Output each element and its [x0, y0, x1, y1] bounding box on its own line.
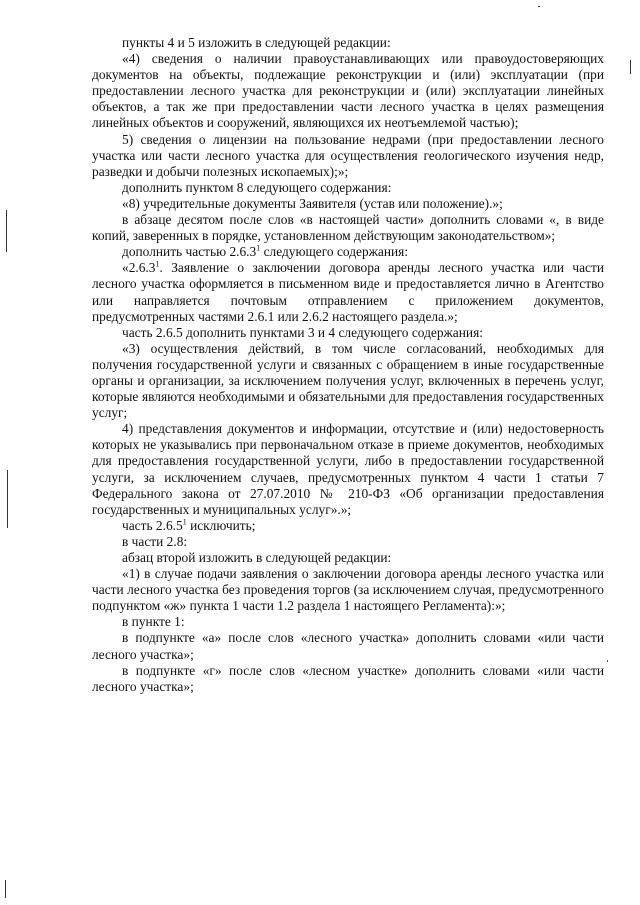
paragraph-text: . Заявление о заключении договора аренды лесного участка или части лесного участка оформляется в письменном виде и предоставляется лично в Агентство или направляется почтовым отправлением с приложением документов, предусмотренных частями 2.6.1 или 2.6.2 настоящего раздела.»; [92, 260, 604, 324]
paragraph-text: следующего содержания: [260, 244, 409, 260]
paragraph: 5) сведения о лицензии на пользование недрами (при предоставлении лесного участка или части лесного участка для осуществления геологического изучения недр, разведки и добычи полезных ископаемых);»; [92, 131, 604, 179]
paragraph: «4) сведения о наличии правоустанавливающих или правоудостоверяющих документов на объекты, подлежащие реконструкции и (или) эксплуатации (при предоставлении лесного участка для реконструкции и (или) эксплуатации линейных объектов, а так же при предоставлении части лесного участка в целях размещения линейных объектов и сооружений, являющихся их неотъемлемой частью); [92, 51, 604, 131]
paragraph-text: часть 2.6.5 [122, 517, 183, 533]
paragraph-text: дополнить частью 2.6.3 [122, 244, 257, 260]
superscript: 1 [256, 243, 261, 253]
document-body [92, 35, 604, 695]
scan-artifact [7, 470, 8, 528]
paragraph: в подпункте «г» после слов «лесном участке» дополнить словами «или части лесного участка»; [92, 662, 604, 694]
paragraph: часть 2.6.5 дополнить пунктами 3 и 4 следующего содержания: [122, 324, 483, 340]
paragraph: «8) учредительные документы Заявителя (устав или положение).»; [122, 195, 503, 211]
paragraph: в абзаце десятом после слов «в настоящей части» дополнить словами «, в виде копий, заверенных в порядке, установленном действующим законодательством»; [92, 212, 604, 244]
paragraph: в подпункте «а» после слов «лесного участка» дополнить словами «или части лесного участка»; [92, 630, 604, 662]
superscript: 1 [155, 259, 160, 269]
paragraph: абзац второй изложить в следующей редакции: [122, 550, 392, 565]
paragraph: в пункте 1: [122, 614, 185, 630]
paragraph: «1) в случае подачи заявления о заключении договора аренды лесного участка или части лесного участка без проведения торгов (за исключением случая, предусмотренного подпунктом «ж» пункта 1 части 1.2 раздела 1 настоящего Регламента):»; [92, 566, 604, 614]
superscript: 1 [182, 517, 187, 527]
paragraph [92, 260, 604, 324]
paragraph: дополнить пунктом 8 следующего содержания: [122, 179, 392, 195]
paragraph: пункты 4 и 5 изложить в следующей редакции: [122, 35, 391, 50]
paragraph: в части 2.8: [122, 533, 188, 549]
scan-artifact [630, 60, 631, 74]
paragraph [92, 518, 604, 534]
paragraph-text: исключить; [186, 517, 256, 533]
scan-artifact [6, 210, 7, 252]
scan-artifact [607, 660, 608, 662]
paragraph [92, 244, 604, 260]
paragraph: «3) осуществления действий, в том числе согласований, необходимых для получения государственной услуги и связанных с обращением в иные государственные органы и организации, за исключением получения услуг, включенных в перечень услуг, которые являются необходимыми и обязательными для предоставления государственных услуг; [92, 340, 604, 421]
paragraph-text: «2.6.3 [122, 260, 156, 276]
paragraph: 4) представления документов и информации, отсутствие и (или) недостоверность которых не указывались при первоначальном отказе в приеме документов, необходимых для предоставления государственной услуги, либо в предоставлении государственной услуги, за исключением случаев, предусмотренных пунктом 4 части 1 статьи 7 Федерального закона от 27.07.2010 № 210-ФЗ «Об организации предоставления государственных и муниципальных услуг».»; [92, 421, 604, 517]
scan-artifact [5, 880, 6, 898]
scan-artifact [538, 6, 540, 7]
